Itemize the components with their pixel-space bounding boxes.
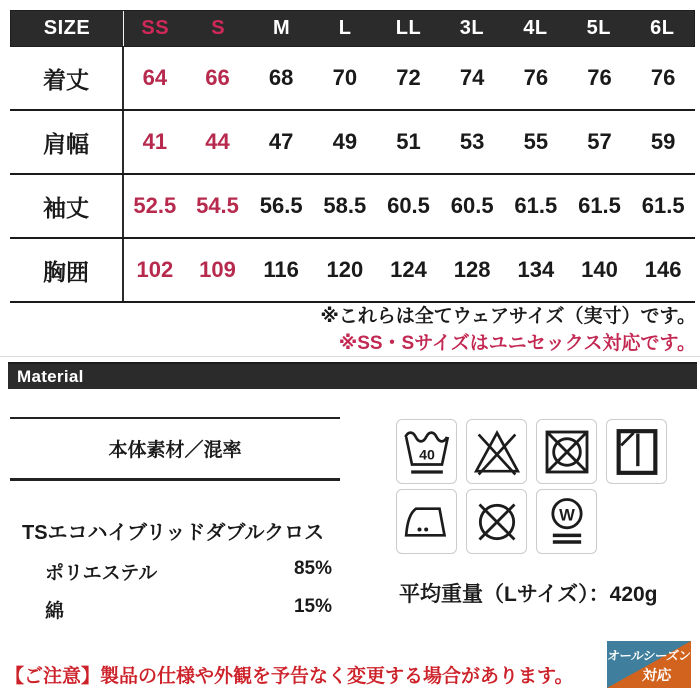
caution-note: 【ご注意】製品の仕様や外観を予告なく変更する場合があります。 <box>5 666 574 687</box>
size-value-cell: 76 <box>587 65 612 90</box>
size-value-cell: 68 <box>268 65 294 90</box>
size-value-cell: 57 <box>587 129 612 154</box>
size-value-cell: 52.5 <box>122 175 186 237</box>
size-value-cell: 59 <box>650 129 676 154</box>
table-row-chest <box>10 239 695 303</box>
table-row-shoulder-width <box>10 111 695 175</box>
material-cell-label: 本体素材／混率 <box>10 417 340 481</box>
do-not-tumble-dry-icon <box>536 419 597 484</box>
row-label: 胸囲 <box>43 258 89 285</box>
size-value-cell: 66 <box>205 65 230 90</box>
iron-medium-icon <box>396 489 457 554</box>
size-value-cell: 76 <box>523 65 549 90</box>
size-value-cell: 102 <box>122 239 186 301</box>
average-weight: 平均重量（Lサイズ）：420g <box>399 583 658 606</box>
size-value-cell: 58.5 <box>323 193 367 218</box>
care-symbols-row-2 <box>396 489 686 554</box>
fabric-name: TSエコハイブリッドダブルクロス <box>22 522 325 544</box>
size-value-cell: 49 <box>332 129 358 154</box>
size-value-cell: 128 <box>453 257 491 282</box>
material-section-title: Material <box>17 366 84 386</box>
wet-clean-letter: W <box>558 504 575 524</box>
size-column-3l: 3L <box>459 17 485 39</box>
fiber-name: ポリエステル <box>45 563 158 584</box>
wash-temp-label: 40 <box>418 447 435 463</box>
care-symbols <box>396 419 686 559</box>
row-label: 着丈 <box>43 66 89 93</box>
size-header-label: SIZE <box>43 17 91 39</box>
size-table <box>10 10 695 303</box>
do-not-dry-clean-icon <box>466 489 527 554</box>
badge-line1: オールシーズン <box>606 649 692 663</box>
size-value-cell: 41 <box>122 111 186 173</box>
size-value-cell: 44 <box>205 129 230 154</box>
care-symbols-row-1 <box>396 419 686 484</box>
fiber-percent: 85% <box>293 558 332 579</box>
fiber-percent: 15% <box>293 596 332 617</box>
size-value-cell: 54.5 <box>196 193 239 218</box>
size-column-l: L <box>338 17 352 39</box>
note-unisex: ※SS・Sサイズはユニセックス対応です。 <box>338 333 696 354</box>
size-value-cell: 109 <box>199 257 236 282</box>
composition-row <box>22 596 332 623</box>
size-notes <box>320 303 696 357</box>
row-label: 肩幅 <box>43 130 89 157</box>
size-value-cell: 60.5 <box>450 193 494 218</box>
size-value-cell: 64 <box>122 47 186 109</box>
size-value-cell: 146 <box>644 257 682 282</box>
size-table-header-row <box>10 10 695 47</box>
size-value-cell: 134 <box>517 257 555 282</box>
size-value-cell: 56.5 <box>259 193 303 218</box>
note-actual-size: ※これらは全てウェアサイズ（実寸）です。 <box>320 306 696 327</box>
size-value-cell: 51 <box>396 129 421 154</box>
size-value-cell: 70 <box>332 65 358 90</box>
line-dry-in-shade-icon <box>606 419 667 484</box>
fabric-composition <box>22 516 332 634</box>
size-column-s: S <box>211 17 226 39</box>
size-value-cell: 55 <box>523 129 549 154</box>
size-value-cell: 120 <box>326 257 364 282</box>
size-value-cell: 61.5 <box>578 193 621 218</box>
size-value-cell: 116 <box>263 257 299 282</box>
size-value-cell: 61.5 <box>514 193 558 218</box>
size-value-cell: 140 <box>581 257 618 282</box>
do-not-bleach-icon <box>466 419 527 484</box>
table-row-body-length <box>10 47 695 111</box>
wet-clean-very-gentle-icon <box>536 489 597 554</box>
size-column-ll: LL <box>395 17 422 39</box>
size-value-cell: 124 <box>390 257 427 282</box>
size-value-cell: 61.5 <box>641 193 685 218</box>
size-value-cell: 76 <box>650 65 676 90</box>
size-column-m: M <box>273 17 291 39</box>
size-column-6l: 6L <box>650 17 675 39</box>
table-row-sleeve-length <box>10 175 695 239</box>
row-label: 袖丈 <box>43 194 89 221</box>
composition-row <box>22 558 332 585</box>
size-column-4l: 4L <box>523 17 548 39</box>
size-value-cell: 74 <box>459 65 485 90</box>
size-value-cell: 53 <box>459 129 485 154</box>
size-value-cell: 60.5 <box>387 193 430 218</box>
size-column-5l: 5L <box>586 17 611 39</box>
badge-line2: 対応 <box>641 668 673 684</box>
material-section-header <box>8 362 697 389</box>
size-column-ss: SS <box>123 11 186 46</box>
size-value-cell: 72 <box>396 65 421 90</box>
section-divider <box>0 356 700 357</box>
all-season-badge <box>607 641 691 688</box>
fiber-name: 綿 <box>45 601 65 622</box>
wash-40-icon <box>396 419 457 484</box>
size-value-cell: 47 <box>268 129 294 154</box>
